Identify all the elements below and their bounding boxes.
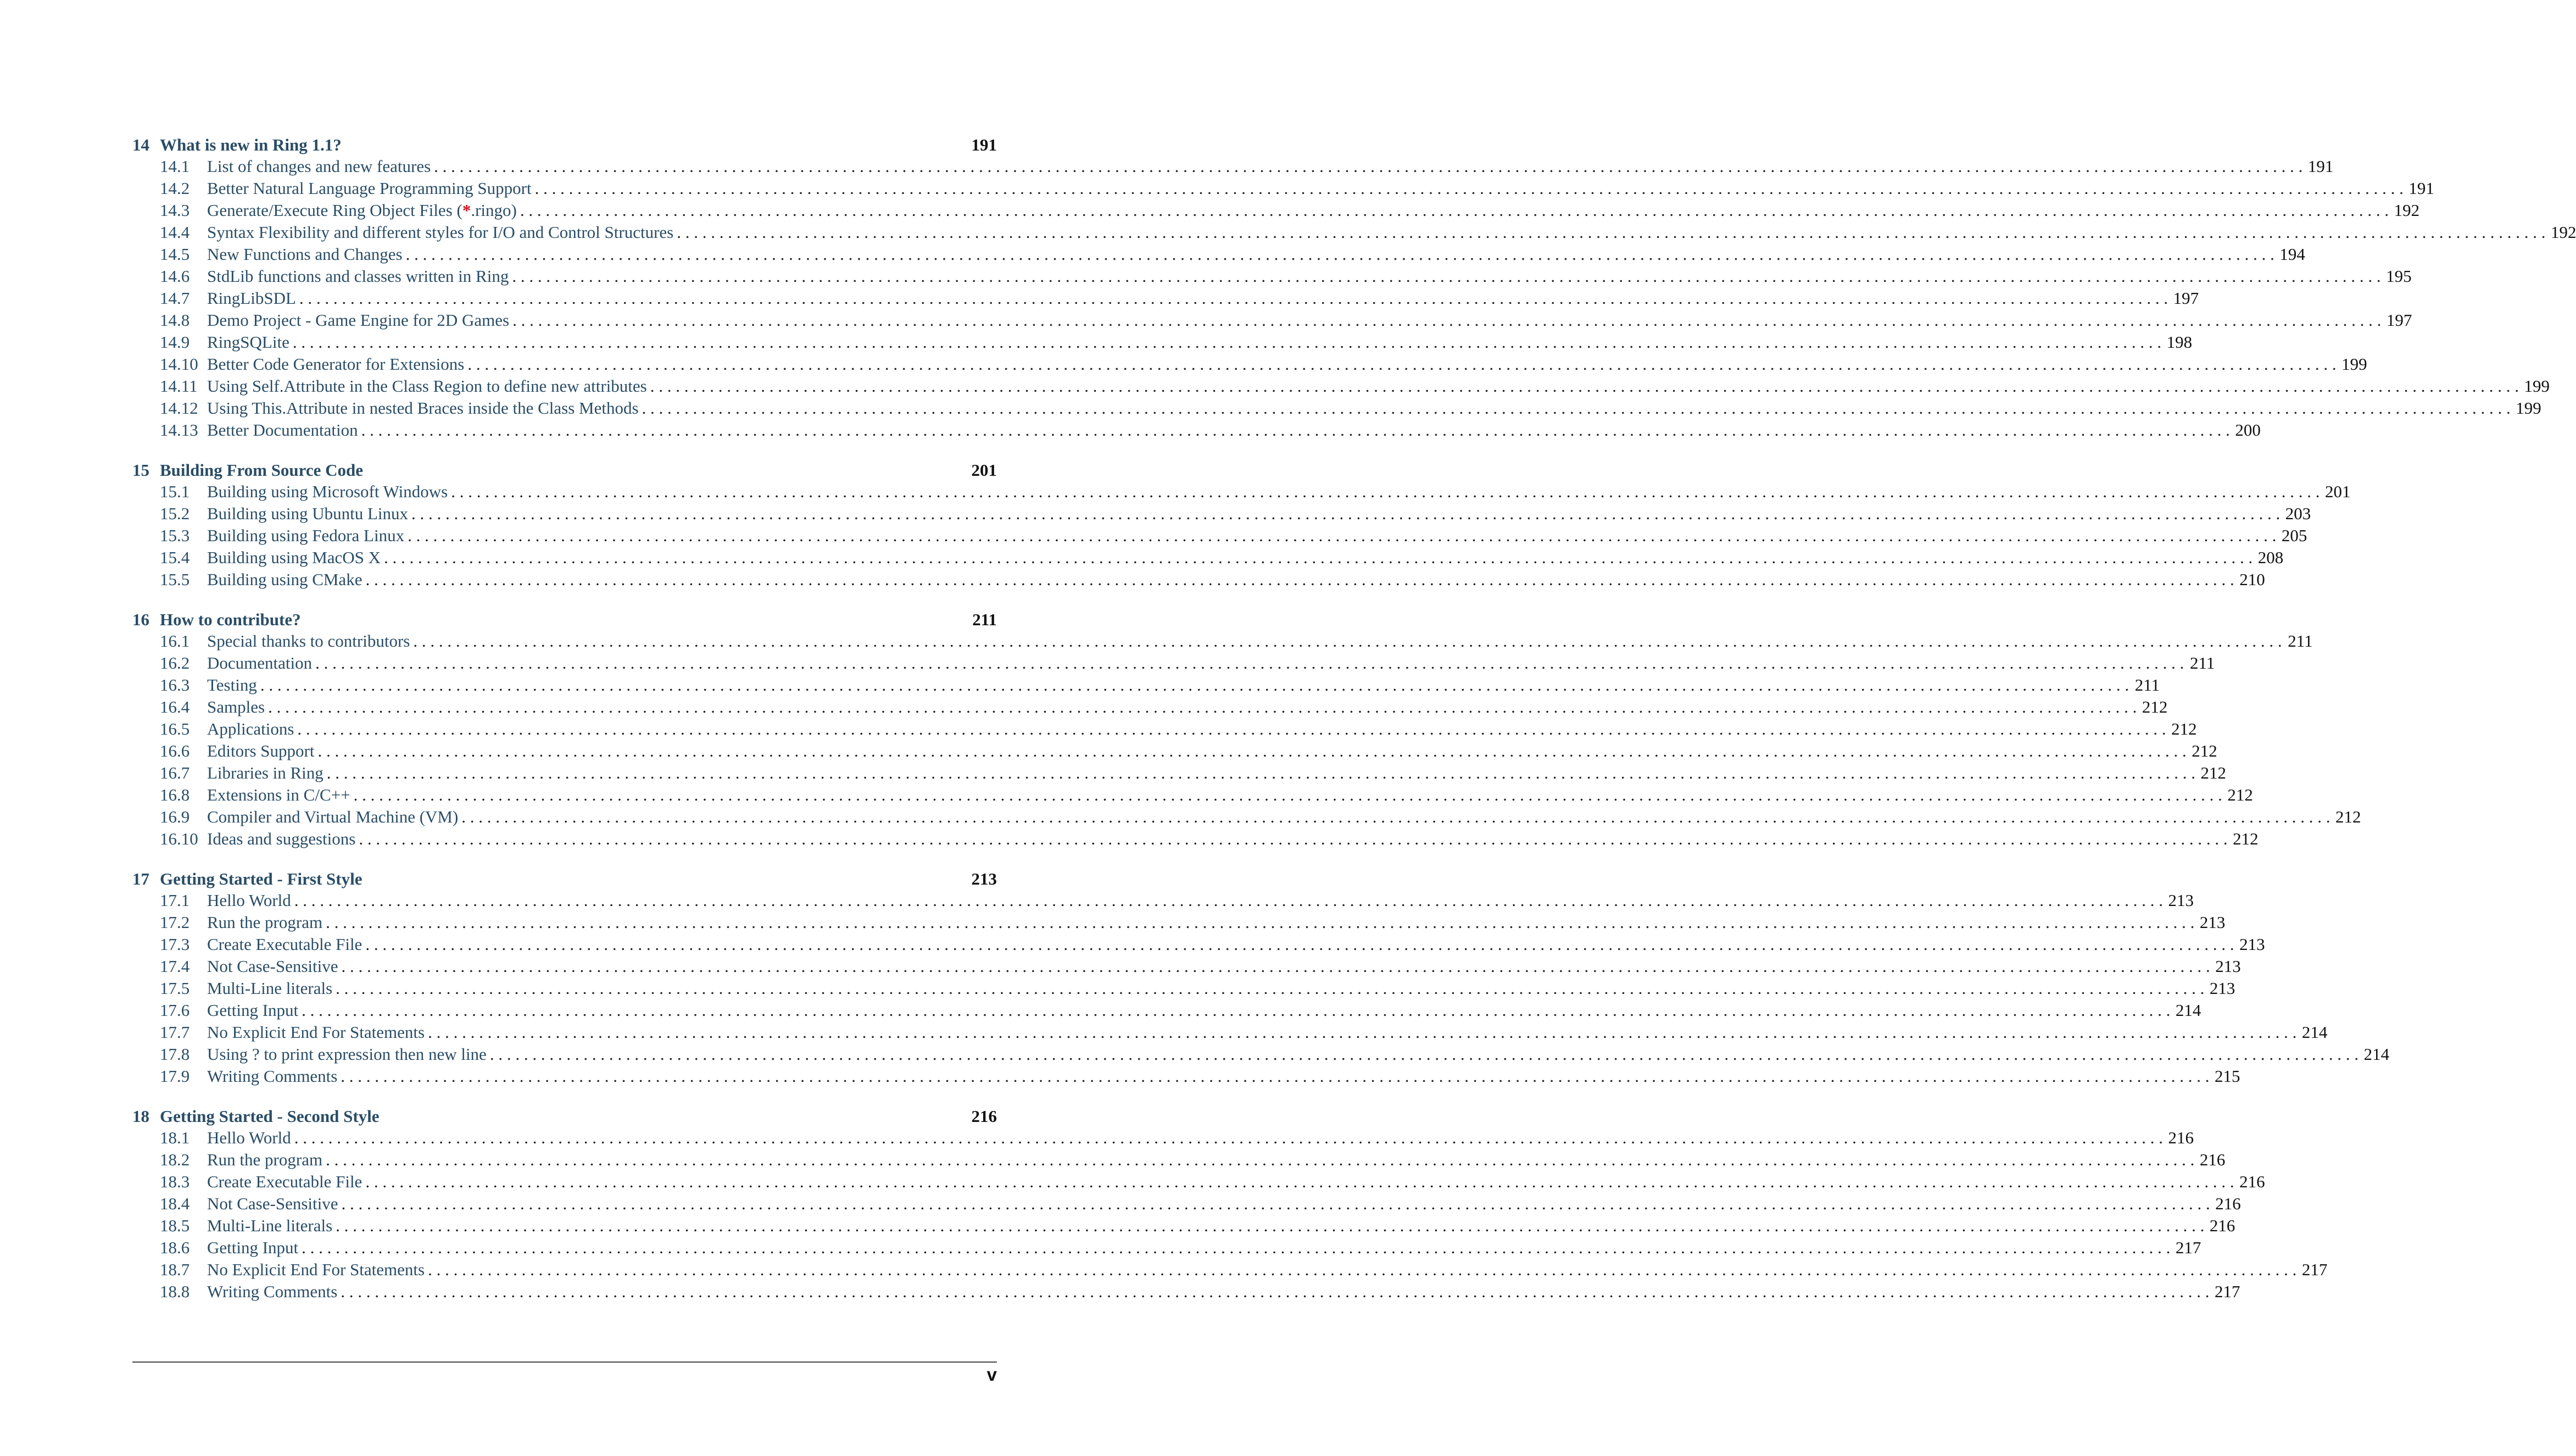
section-entry-link[interactable] bbox=[132, 1215, 2235, 1237]
section-number: 17.8 bbox=[160, 1044, 190, 1064]
section-entry-link[interactable] bbox=[132, 933, 2265, 955]
dot-leader: . . . . . . . . . . . . . . . . . . . . . . . . . . . . . . . . . . . . . . . . . . . . . . . . . . . . . . . . . . . . . . . . . . . . . . . . . . . . . . . . . . . . . . . . . . . . . . . . . . . . . . . . . . . . . . . . . . . . . . . . . . . . . . . . . . . . . . . . . . . . . . . . . . . . . . . . . . . . . . . . . . . . . . . . . . . . . . . . . . . . . . . . . . . . . . . . . . . . . . . . . . . . . . . . . . . . . . . . . . . . bbox=[512, 310, 2382, 330]
dot-leader: . . . . . . . . . . . . . . . . . . . . . . . . . . . . . . . . . . . . . . . . . . . . . . . . . . . . . . . . . . . . . . . . . . . . . . . . . . . . . . . . . . . . . . . . . . . . . . . . . . . . . . . . . . . . . . . . . . . . . . . . . . . . . . . . . . . . . . . . . . . . . . . . . . . . . . . . . . . . . . . . . . . . . . . . . . . . . . . . . . . . . . . . . . . . . . . . . . . . . . . . . . . . . . . . . . . . . . . . . . . . bbox=[315, 653, 2184, 673]
section-page-number: 216 bbox=[2215, 1194, 2241, 1213]
section-title bbox=[207, 199, 517, 221]
section-entry-link[interactable] bbox=[132, 265, 2412, 287]
section-page-number: 214 bbox=[2175, 1001, 2201, 1020]
dot-leader: . . . . . . . . . . . . . . . . . . . . . . . . . . . . . . . . . . . . . . . . . . . . . . . . . . . . . . . . . . . . . . . . . . . . . . . . . . . . . . . . . . . . . . . . . . . . . . . . . . . . . . . . . . . . . . . . . . . . . . . . . . . . . . . . . . . . . . . . . . . . . . . . . . . . . . . . . . . . . . . . . . . . . . . . . . . . . . . . . . . . . . . . . . . . . . . . . . . . . . . . . . . . . . . . . . . . . . . . . . . . bbox=[467, 354, 2337, 374]
section-entry-link[interactable] bbox=[132, 1149, 2226, 1171]
section-number: 17.9 bbox=[160, 1066, 190, 1086]
section-number: 14.1 bbox=[160, 157, 190, 176]
dot-leader: . . . . . . . . . . . . . . . . . . . . . . . . . . . . . . . . . . . . . . . . . . . . . . . . . . . . . . . . . . . . . . . . . . . . . . . . . . . . . . . . . . . . . . . . . . . . . . . . . . . . . . . . . . . . . . . . . . . . . . . . . . . . . . . . . . . . . . . . . . . . . . . . . . . . . . . . . . . . . . . . . . . . . . . . . . . . . . . . . . . . . . . . . . . . . . . . . . . . . . . . . . . . . . . . . . . . . . . . . . . . bbox=[461, 807, 2330, 826]
chapter-page-number: 213 bbox=[971, 869, 997, 888]
page-number: v bbox=[986, 1364, 997, 1385]
chapter-number: 18 bbox=[132, 1107, 149, 1126]
section-page-number: 216 bbox=[2239, 1172, 2265, 1191]
section-title: Not Case-Sensitive bbox=[207, 957, 338, 976]
chapter-number: 17 bbox=[132, 869, 149, 888]
chapter-number: 15 bbox=[132, 460, 149, 480]
section-page-number: 213 bbox=[2209, 979, 2235, 998]
section-title: Create Executable File bbox=[207, 1172, 363, 1191]
section-entry-link[interactable] bbox=[132, 630, 2313, 652]
section-page-number: 211 bbox=[2190, 653, 2215, 673]
dot-leader: . . . . . . . . . . . . . . . . . . . . . . . . . . . . . . . . . . . . . . . . . . . . . . . . . . . . . . . . . . . . . . . . . . . . . . . . . . . . . . . . . . . . . . . . . . . . . . . . . . . . . . . . . . . . . . . . . . . . . . . . . . . . . . . . . . . . . . . . . . . . . . . . . . . . . . . . . . . . . . . . . . . . . . . . . . . . . . . . . . . . . . . . . . . . . . . . . . . . . . . . . . . . . . . . . . . . . . . . . . . . bbox=[326, 1150, 2195, 1169]
section-entry-link[interactable] bbox=[132, 525, 2307, 547]
section-number: 15.2 bbox=[160, 504, 190, 523]
toc-chapter bbox=[132, 1105, 2328, 1303]
section-title: StdLib functions and classes written in Ring bbox=[207, 266, 509, 286]
section-page-number: 199 bbox=[2516, 398, 2541, 418]
section-title: Building using Fedora Linux bbox=[207, 526, 405, 545]
section-title: Using Self.Attribute in the Class Region to define new attributes bbox=[207, 376, 647, 396]
section-title: Ideas and suggestions bbox=[207, 829, 356, 848]
dot-leader: . . . . . . . . . . . . . . . . . . . . . . . . . . . . . . . . . . . . . . . . . . . . . . . . . . . . . . . . . . . . . . . . . . . . . . . . . . . . . . . . . . . . . . . . . . . . . . . . . . . . . . . . . . . . . . . . . . . . . . . . . . . . . . . . . . . . . . . . . . . . . . . . . . . . . . . . . . . . . . . . . . . . . . . . . . . . . . . . . . . . . . . . . . . . . . . . . . . . . . . . . . . . . . . . . . . . . . . . . . . . bbox=[359, 829, 2228, 848]
section-number: 14.3 bbox=[160, 201, 190, 220]
chapter-page-number: 191 bbox=[971, 135, 997, 154]
section-title: Testing bbox=[207, 675, 257, 694]
section-entry-link[interactable] bbox=[132, 674, 2160, 696]
dot-leader: . . . . . . . . . . . . . . . . . . . . . . . . . . . . . . . . . . . . . . . . . . . . . . . . . . . . . . . . . . . . . . . . . . . . . . . . . . . . . . . . . . . . . . . . . . . . . . . . . . . . . . . . . . . . . . . . . . . . . . . . . . . . . . . . . . . . . . . . . . . . . . . . . . . . . . . . . . . . . . . . . . . . . . . . . . . . . . . . . . . . . . . . . . . . . . . . . . . . . . . . . . . . . . . . . . . . . . . . . . . . bbox=[294, 891, 2164, 910]
section-title: Building using MacOS X bbox=[207, 548, 381, 567]
section-title: No Explicit End For Statements bbox=[207, 1260, 425, 1279]
section-page-number: 212 bbox=[2192, 741, 2217, 760]
section-number: 18.5 bbox=[160, 1216, 190, 1235]
section-page-number: 197 bbox=[2173, 288, 2199, 308]
section-page-number: 198 bbox=[2166, 332, 2193, 352]
section-title: Building using CMake bbox=[207, 570, 363, 589]
section-number: 16.10 bbox=[160, 829, 198, 848]
section-entry-link[interactable] bbox=[132, 1193, 2241, 1215]
section-number: 17.5 bbox=[160, 979, 190, 998]
section-number: 16.5 bbox=[160, 719, 190, 738]
chapter-title: How to contribute? bbox=[160, 610, 301, 629]
dot-leader: . . . . . . . . . . . . . . . . . . . . . . . . . . . . . . . . . . . . . . . . . . . . . . . . . . . . . . . . . . . . . . . . . . . . . . . . . . . . . . . . . . . . . . . . . . . . . . . . . . . . . . . . . . . . . . . . . . . . . . . . . . . . . . . . . . . . . . . . . . . . . . . . . . . . . . . . . . . . . . . . . . . . . . . . . . . . . . . . . . . . . . . . . . . . . . . . . . . . . . . . . . . . . . . . . . . . . . . . . . . . bbox=[341, 1282, 2210, 1301]
section-entry-link[interactable] bbox=[132, 806, 2361, 828]
dot-leader: . . . . . . . . . . . . . . . . . . . . . . . . . . . . . . . . . . . . . . . . . . . . . . . . . . . . . . . . . . . . . . . . . . . . . . . . . . . . . . . . . . . . . . . . . . . . . . . . . . . . . . . . . . . . . . . . . . . . . . . . . . . . . . . . . . . . . . . . . . . . . . . . . . . . . . . . . . . . . . . . . . . . . . . . . . . . . . . . . . . . . . . . . . . . . . . . . . . . . . . . . . . . . . . . . . . . . . . . . . . . bbox=[405, 244, 2274, 264]
section-title: Applications bbox=[207, 719, 294, 738]
section-title: Editors Support bbox=[207, 741, 315, 760]
section-entry-link[interactable] bbox=[132, 955, 2241, 977]
asterisk-glyph: * bbox=[462, 201, 471, 220]
section-entry-link[interactable] bbox=[132, 718, 2197, 740]
dot-leader: . . . . . . . . . . . . . . . . . . . . . . . . . . . . . . . . . . . . . . . . . . . . . . . . . . . . . . . . . . . . . . . . . . . . . . . . . . . . . . . . . . . . . . . . . . . . . . . . . . . . . . . . . . . . . . . . . . . . . . . . . . . . . . . . . . . . . . . . . . . . . . . . . . . . . . . . . . . . . . . . . . . . . . . . . . . . . . . . . . . . . . . . . . . . . . . . . . . . . . . . . . . . . . . . . . . . . . . . . . . . bbox=[434, 157, 2303, 176]
section-page-number: 210 bbox=[2239, 570, 2265, 589]
section-title: Better Code Generator for Extensions bbox=[207, 354, 465, 374]
chapter-number: 14 bbox=[132, 135, 149, 154]
section-title: RingLibSDL bbox=[207, 288, 296, 308]
section-page-number: 217 bbox=[2175, 1238, 2201, 1257]
section-page-number: 197 bbox=[2386, 310, 2412, 330]
dot-leader: . . . . . . . . . . . . . . . . . . . . . . . . . . . . . . . . . . . . . . . . . . . . . . . . . . . . . . . . . . . . . . . . . . . . . . . . . . . . . . . . . . . . . . . . . . . . . . . . . . . . . . . . . . . . . . . . . . . . . . . . . . . . . . . . . . . . . . . . . . . . . . . . . . . . . . . . . . . . . . . . . . . . . . . . . . . . . . . . . . . . . . . . . . . . . . . . . . . . . . . . . . . . . . . . . . . . . . . . . . . . bbox=[336, 1216, 2205, 1235]
dot-leader: . . . . . . . . . . . . . . . . . . . . . . . . . . . . . . . . . . . . . . . . . . . . . . . . . . . . . . . . . . . . . . . . . . . . . . . . . . . . . . . . . . . . . . . . . . . . . . . . . . . . . . . . . . . . . . . . . . . . . . . . . . . . . . . . . . . . . . . . . . . . . . . . . . . . . . . . . . . . . . . . . . . . . . . . . . . . . . . . . . . . . . . . . . . . . . . . . . . . . . . . . . . . . . . . . . . . . . . . . . . . bbox=[299, 288, 2168, 308]
section-entry-link[interactable] bbox=[132, 762, 2227, 784]
section-entry-link[interactable] bbox=[132, 740, 2217, 762]
section-title: RingSQLite bbox=[207, 332, 289, 352]
section-title: Writing Comments bbox=[207, 1066, 338, 1086]
section-page-number: 191 bbox=[2408, 179, 2434, 198]
section-title: Compiler and Virtual Machine (VM) bbox=[207, 807, 459, 826]
section-page-number: 213 bbox=[2199, 913, 2226, 932]
chapter-entry-link[interactable] bbox=[132, 868, 997, 890]
section-page-number: 215 bbox=[2215, 1066, 2240, 1086]
section-title: Using ? to print expression then new line bbox=[207, 1044, 487, 1064]
dot-leader: . . . . . . . . . . . . . . . . . . . . . . . . . . . . . . . . . . . . . . . . . . . . . . . . . . . . . . . . . . . . . . . . . . . . . . . . . . . . . . . . . . . . . . . . . . . . . . . . . . . . . . . . . . . . . . . . . . . . . . . . . . . . . . . . . . . . . . . . . . . . . . . . . . . . . . . . . . . . . . . . . . . . . . . . . . . . . . . . . . . . . . . . . . . . . . . . . . . . . . . . . . . . . . . . . . . . . . . . . . . . bbox=[512, 266, 2381, 286]
dot-leader: . . . . . . . . . . . . . . . . . . . . . . . . . . . . . . . . . . . . . . . . . . . . . . . . . . . . . . . . . . . . . . . . . . . . . . . . . . . . . . . . . . . . . . . . . . . . . . . . . . . . . . . . . . . . . . . . . . . . . . . . . . . . . . . . . . . . . . . . . . . . . . . . . . . . . . . . . . . . . . . . . . . . . . . . . . . . . . . . . . . . . . . . . . . . . . . . . . . . . . . . . . . . . . . . . . . . . . . . . . . . bbox=[294, 1128, 2164, 1147]
dot-leader: . . . . . . . . . . . . . . . . . . . . . . . . . . . . . . . . . . . . . . . . . . . . . . . . . . . . . . . . . . . . . . . . . . . . . . . . . . . . . . . . . . . . . . . . . . . . . . . . . . . . . . . . . . . . . . . . . . . . . . . . . . . . . . . . . . . . . . . . . . . . . . . . . . . . . . . . . . . . . . . . . . . . . . . . . . . . . . . . . . . . . . . . . . . . . . . . . . . . . . . . . . . . . . . . . . . . . . . . . . . . bbox=[413, 631, 2282, 651]
section-number: 14.5 bbox=[160, 244, 190, 264]
section-page-number: 200 bbox=[2235, 420, 2261, 440]
dot-leader: . . . . . . . . . . . . . . . . . . . . . . . . . . . . . . . . . . . . . . . . . . . . . . . . . . . . . . . . . . . . . . . . . . . . . . . . . . . . . . . . . . . . . . . . . . . . . . . . . . . . . . . . . . . . . . . . . . . . . . . . . . . . . . . . . . . . . . . . . . . . . . . . . . . . . . . . . . . . . . . . . . . . . . . . . . . . . . . . . . . . . . . . . . . . . . . . . . . . . . . . . . . . . . . . . . . . . . . . . . . . bbox=[520, 201, 2389, 220]
dot-leader: . . . . . . . . . . . . . . . . . . . . . . . . . . . . . . . . . . . . . . . . . . . . . . . . . . . . . . . . . . . . . . . . . . . . . . . . . . . . . . . . . . . . . . . . . . . . . . . . . . . . . . . . . . . . . . . . . . . . . . . . . . . . . . . . . . . . . . . . . . . . . . . . . . . . . . . . . . . . . . . . . . . . . . . . . . . . . . . . . . . . . . . . . . . . . . . . . . . . . . . . . . . . . . . . . . . . . . . . . . . . bbox=[384, 548, 2253, 567]
section-title: Building using Ubuntu Linux bbox=[207, 504, 408, 523]
section-page-number: 216 bbox=[2209, 1216, 2235, 1235]
chapter-page-number: 216 bbox=[971, 1107, 997, 1126]
section-number: 18.3 bbox=[160, 1172, 190, 1191]
section-title: Multi-Line literals bbox=[207, 1216, 333, 1235]
section-number: 18.4 bbox=[160, 1194, 190, 1213]
section-number: 14.2 bbox=[160, 179, 190, 198]
section-entry-link[interactable] bbox=[132, 696, 2168, 718]
dot-leader: . . . . . . . . . . . . . . . . . . . . . . . . . . . . . . . . . . . . . . . . . . . . . . . . . . . . . . . . . . . . . . . . . . . . . . . . . . . . . . . . . . . . . . . . . . . . . . . . . . . . . . . . . . . . . . . . . . . . . . . . . . . . . . . . . . . . . . . . . . . . . . . . . . . . . . . . . . . . . . . . . . . . . . . . . . . . . . . . . . . . . . . . . . . . . . . . . . . . . . . . . . . . . . . . . . . . . . . . . . . . bbox=[428, 1260, 2297, 1279]
section-entry-link[interactable] bbox=[132, 353, 2367, 375]
section-page-number: 203 bbox=[2285, 504, 2311, 523]
dot-leader: . . . . . . . . . . . . . . . . . . . . . . . . . . . . . . . . . . . . . . . . . . . . . . . . . . . . . . . . . . . . . . . . . . . . . . . . . . . . . . . . . . . . . . . . . . . . . . . . . . . . . . . . . . . . . . . . . . . . . . . . . . . . . . . . . . . . . . . . . . . . . . . . . . . . . . . . . . . . . . . . . . . . . . . . . . . . . . . . . . . . . . . . . . . . . . . . . . . . . . . . . . . . . . . . . . . . . . . . . . . . bbox=[341, 1194, 2210, 1213]
section-title: No Explicit End For Statements bbox=[207, 1022, 425, 1042]
section-entry-link[interactable] bbox=[132, 999, 2201, 1021]
section-entry-link[interactable] bbox=[132, 331, 2193, 353]
section-entry-link[interactable] bbox=[132, 177, 2434, 199]
section-number: 15.1 bbox=[160, 482, 190, 501]
chapter-title: Building From Source Code bbox=[160, 460, 364, 480]
section-entry-link[interactable] bbox=[132, 375, 2550, 397]
dot-leader: . . . . . . . . . . . . . . . . . . . . . . . . . . . . . . . . . . . . . . . . . . . . . . . . . . . . . . . . . . . . . . . . . . . . . . . . . . . . . . . . . . . . . . . . . . . . . . . . . . . . . . . . . . . . . . . . . . . . . . . . . . . . . . . . . . . . . . . . . . . . . . . . . . . . . . . . . . . . . . . . . . . . . . . . . . . . . . . . . . . . . . . . . . . . . . . . . . . . . . . . . . . . . . . . . . . . . . . . . . . . bbox=[677, 223, 2546, 242]
section-number: 18.7 bbox=[160, 1260, 190, 1279]
toc-chapter bbox=[132, 134, 2576, 441]
dot-leader: . . . . . . . . . . . . . . . . . . . . . . . . . . . . . . . . . . . . . . . . . . . . . . . . . . . . . . . . . . . . . . . . . . . . . . . . . . . . . . . . . . . . . . . . . . . . . . . . . . . . . . . . . . . . . . . . . . . . . . . . . . . . . . . . . . . . . . . . . . . . . . . . . . . . . . . . . . . . . . . . . . . . . . . . . . . . . . . . . . . . . . . . . . . . . . . . . . . . . . . . . . . . . . . . . . . . . . . . . . . . bbox=[428, 1022, 2297, 1042]
section-number: 17.2 bbox=[160, 913, 190, 932]
section-page-number: 212 bbox=[2200, 763, 2227, 782]
dot-leader: . . . . . . . . . . . . . . . . . . . . . . . . . . . . . . . . . . . . . . . . . . . . . . . . . . . . . . . . . . . . . . . . . . . . . . . . . . . . . . . . . . . . . . . . . . . . . . . . . . . . . . . . . . . . . . . . . . . . . . . . . . . . . . . . . . . . . . . . . . . . . . . . . . . . . . . . . . . . . . . . . . . . . . . . . . . . . . . . . . . . . . . . . . . . . . . . . . . . . . . . . . . . . . . . . . . . . . . . . . . . bbox=[489, 1044, 2359, 1064]
section-number: 14.12 bbox=[160, 398, 198, 418]
section-title-part: .ringo) bbox=[471, 201, 517, 220]
section-page-number: 211 bbox=[2288, 631, 2313, 651]
dot-leader: . . . . . . . . . . . . . . . . . . . . . . . . . . . . . . . . . . . . . . . . . . . . . . . . . . . . . . . . . . . . . . . . . . . . . . . . . . . . . . . . . . . . . . . . . . . . . . . . . . . . . . . . . . . . . . . . . . . . . . . . . . . . . . . . . . . . . . . . . . . . . . . . . . . . . . . . . . . . . . . . . . . . . . . . . . . . . . . . . . . . . . . . . . . . . . . . . . . . . . . . . . . . . . . . . . . . . . . . . . . . bbox=[341, 1066, 2210, 1086]
section-number: 14.4 bbox=[160, 223, 190, 242]
section-entry-link[interactable] bbox=[132, 243, 2305, 265]
section-page-number: 199 bbox=[2524, 376, 2550, 396]
section-title: Writing Comments bbox=[207, 1282, 338, 1301]
dot-leader: . . . . . . . . . . . . . . . . . . . . . . . . . . . . . . . . . . . . . . . . . . . . . . . . . . . . . . . . . . . . . . . . . . . . . . . . . . . . . . . . . . . . . . . . . . . . . . . . . . . . . . . . . . . . . . . . . . . . . . . . . . . . . . . . . . . . . . . . . . . . . . . . . . . . . . . . . . . . . . . . . . . . . . . . . . . . . . . . . . . . . . . . . . . . . . . . . . . . . . . . . . . . . . . . . . . . . . . . . . . . bbox=[411, 504, 2281, 523]
section-entry-link[interactable] bbox=[132, 481, 2351, 503]
dot-leader: . . . . . . . . . . . . . . . . . . . . . . . . . . . . . . . . . . . . . . . . . . . . . . . . . . . . . . . . . . . . . . . . . . . . . . . . . . . . . . . . . . . . . . . . . . . . . . . . . . . . . . . . . . . . . . . . . . . . . . . . . . . . . . . . . . . . . . . . . . . . . . . . . . . . . . . . . . . . . . . . . . . . . . . . . . . . . . . . . . . . . . . . . . . . . . . . . . . . . . . . . . . . . . . . . . . . . . . . . . . . bbox=[326, 763, 2196, 782]
section-entry-link[interactable] bbox=[132, 1043, 2390, 1065]
chapter-title: Getting Started - First Style bbox=[160, 869, 363, 888]
section-number: 16.8 bbox=[160, 785, 190, 804]
section-number: 14.9 bbox=[160, 332, 190, 352]
section-number: 14.13 bbox=[160, 420, 198, 440]
section-number: 17.1 bbox=[160, 891, 190, 910]
section-number: 17.7 bbox=[160, 1022, 190, 1042]
section-entry-link[interactable] bbox=[132, 547, 2284, 569]
section-page-number: 201 bbox=[2324, 482, 2351, 501]
section-number: 14.7 bbox=[160, 288, 190, 308]
chapter-page-number: 211 bbox=[972, 610, 997, 629]
section-page-number: 194 bbox=[2279, 244, 2305, 264]
section-entry-link[interactable] bbox=[132, 1259, 2328, 1281]
section-number: 16.2 bbox=[160, 653, 190, 673]
dot-leader: . . . . . . . . . . . . . . . . . . . . . . . . . . . . . . . . . . . . . . . . . . . . . . . . . . . . . . . . . . . . . . . . . . . . . . . . . . . . . . . . . . . . . . . . . . . . . . . . . . . . . . . . . . . . . . . . . . . . . . . . . . . . . . . . . . . . . . . . . . . . . . . . . . . . . . . . . . . . . . . . . . . . . . . . . . . . . . . . . . . . . . . . . . . . . . . . . . . . . . . . . . . . . . . . . . . . . . . . . . . . bbox=[650, 376, 2519, 396]
chapter-entry-link[interactable] bbox=[132, 609, 997, 630]
section-number: 18.1 bbox=[160, 1128, 190, 1147]
section-entry-link[interactable] bbox=[132, 912, 2226, 933]
section-page-number: 214 bbox=[2301, 1022, 2328, 1042]
section-page-number: 214 bbox=[2363, 1044, 2390, 1064]
chapter-title: What is new in Ring 1.1? bbox=[160, 135, 342, 154]
dot-leader: . . . . . . . . . . . . . . . . . . . . . . . . . . . . . . . . . . . . . . . . . . . . . . . . . . . . . . . . . . . . . . . . . . . . . . . . . . . . . . . . . . . . . . . . . . . . . . . . . . . . . . . . . . . . . . . . . . . . . . . . . . . . . . . . . . . . . . . . . . . . . . . . . . . . . . . . . . . . . . . . . . . . . . . . . . . . . . . . . . . . . . . . . . . . . . . . . . . . . . . . . . . . . . . . . . . . . . . . . . . . bbox=[317, 741, 2187, 760]
dot-leader: . . . . . . . . . . . . . . . . . . . . . . . . . . . . . . . . . . . . . . . . . . . . . . . . . . . . . . . . . . . . . . . . . . . . . . . . . . . . . . . . . . . . . . . . . . . . . . . . . . . . . . . . . . . . . . . . . . . . . . . . . . . . . . . . . . . . . . . . . . . . . . . . . . . . . . . . . . . . . . . . . . . . . . . . . . . . . . . . . . . . . . . . . . . . . . . . . . . . . . . . . . . . . . . . . . . . . . . . . . . . bbox=[268, 697, 2137, 716]
section-entry-link[interactable] bbox=[132, 221, 2576, 243]
section-entry-link[interactable] bbox=[132, 784, 2253, 806]
section-entry-link[interactable] bbox=[132, 890, 2194, 912]
section-entry-link[interactable] bbox=[132, 1065, 2240, 1087]
section-entry-link[interactable] bbox=[132, 977, 2235, 999]
section-entry-link[interactable] bbox=[132, 1237, 2201, 1259]
section-number: 16.3 bbox=[160, 675, 190, 694]
section-page-number: 212 bbox=[2142, 697, 2168, 716]
section-number: 15.5 bbox=[160, 570, 190, 589]
section-page-number: 192 bbox=[2550, 223, 2576, 242]
section-title: Libraries in Ring bbox=[207, 763, 324, 782]
section-title: Not Case-Sensitive bbox=[207, 1194, 338, 1213]
section-title: Hello World bbox=[207, 891, 291, 910]
section-page-number: 192 bbox=[2394, 201, 2420, 220]
section-page-number: 212 bbox=[2335, 807, 2361, 826]
section-title: New Functions and Changes bbox=[207, 244, 403, 264]
section-title: Better Documentation bbox=[207, 420, 358, 440]
section-title: Using This.Attribute in nested Braces inside the Class Methods bbox=[207, 398, 639, 418]
section-title: Syntax Flexibility and different styles for I/O and Control Structures bbox=[207, 223, 674, 242]
section-entry-link[interactable] bbox=[132, 569, 2265, 591]
section-entry-link[interactable] bbox=[132, 1127, 2194, 1149]
section-title: List of changes and new features bbox=[207, 157, 431, 176]
dot-leader: . . . . . . . . . . . . . . . . . . . . . . . . . . . . . . . . . . . . . . . . . . . . . . . . . . . . . . . . . . . . . . . . . . . . . . . . . . . . . . . . . . . . . . . . . . . . . . . . . . . . . . . . . . . . . . . . . . . . . . . . . . . . . . . . . . . . . . . . . . . . . . . . . . . . . . . . . . . . . . . . . . . . . . . . . . . . . . . . . . . . . . . . . . . . . . . . . . . . . . . . . . . . . . . . . . . . . . . . . . . . bbox=[534, 179, 2404, 198]
chapter-number: 16 bbox=[132, 610, 149, 629]
section-page-number: 216 bbox=[2199, 1150, 2226, 1169]
section-number: 17.3 bbox=[160, 935, 190, 954]
footer-divider bbox=[132, 1361, 997, 1363]
section-number: 14.6 bbox=[160, 266, 190, 286]
section-entry-link[interactable] bbox=[132, 419, 2261, 441]
section-entry-link[interactable] bbox=[132, 1021, 2328, 1043]
dot-leader: . . . . . . . . . . . . . . . . . . . . . . . . . . . . . . . . . . . . . . . . . . . . . . . . . . . . . . . . . . . . . . . . . . . . . . . . . . . . . . . . . . . . . . . . . . . . . . . . . . . . . . . . . . . . . . . . . . . . . . . . . . . . . . . . . . . . . . . . . . . . . . . . . . . . . . . . . . . . . . . . . . . . . . . . . . . . . . . . . . . . . . . . . . . . . . . . . . . . . . . . . . . . . . . . . . . . . . . . . . . . bbox=[365, 570, 2234, 589]
toc-chapter bbox=[132, 868, 2390, 1087]
section-page-number: 205 bbox=[2281, 526, 2307, 545]
section-number: 14.8 bbox=[160, 310, 190, 330]
section-title: Samples bbox=[207, 697, 265, 716]
section-title: Documentation bbox=[207, 653, 313, 673]
section-title-part: Generate/Execute Ring Object Files ( bbox=[207, 201, 462, 220]
dot-leader: . . . . . . . . . . . . . . . . . . . . . . . . . . . . . . . . . . . . . . . . . . . . . . . . . . . . . . . . . . . . . . . . . . . . . . . . . . . . . . . . . . . . . . . . . . . . . . . . . . . . . . . . . . . . . . . . . . . . . . . . . . . . . . . . . . . . . . . . . . . . . . . . . . . . . . . . . . . . . . . . . . . . . . . . . . . . . . . . . . . . . . . . . . . . . . . . . . . . . . . . . . . . . . . . . . . . . . . . . . . . bbox=[642, 398, 2511, 418]
section-page-number: 195 bbox=[2386, 266, 2412, 286]
section-page-number: 211 bbox=[2134, 675, 2160, 694]
chapter-page-number: 201 bbox=[971, 460, 997, 480]
section-title: Hello World bbox=[207, 1128, 291, 1147]
section-number: 14.11 bbox=[160, 376, 198, 396]
section-title: Special thanks to contributors bbox=[207, 631, 410, 651]
section-number: 16.6 bbox=[160, 741, 190, 760]
table-of-contents bbox=[132, 134, 2576, 1303]
chapter-entry-link[interactable] bbox=[132, 459, 997, 481]
section-page-number: 216 bbox=[2168, 1128, 2194, 1147]
chapter-entry-link[interactable] bbox=[132, 134, 997, 155]
section-title: Getting Input bbox=[207, 1238, 299, 1257]
section-title: Create Executable File bbox=[207, 935, 363, 954]
chapter-title: Getting Started - Second Style bbox=[160, 1107, 380, 1126]
section-entry-link[interactable] bbox=[132, 828, 2259, 850]
section-page-number: 208 bbox=[2257, 548, 2284, 567]
dot-leader: . . . . . . . . . . . . . . . . . . . . . . . . . . . . . . . . . . . . . . . . . . . . . . . . . . . . . . . . . . . . . . . . . . . . . . . . . . . . . . . . . . . . . . . . . . . . . . . . . . . . . . . . . . . . . . . . . . . . . . . . . . . . . . . . . . . . . . . . . . . . . . . . . . . . . . . . . . . . . . . . . . . . . . . . . . . . . . . . . . . . . . . . . . . . . . . . . . . . . . . . . . . . . . . . . . . . . . . . . . . . bbox=[408, 526, 2277, 545]
dot-leader: . . . . . . . . . . . . . . . . . . . . . . . . . . . . . . . . . . . . . . . . . . . . . . . . . . . . . . . . . . . . . . . . . . . . . . . . . . . . . . . . . . . . . . . . . . . . . . . . . . . . . . . . . . . . . . . . . . . . . . . . . . . . . . . . . . . . . . . . . . . . . . . . . . . . . . . . . . . . . . . . . . . . . . . . . . . . . . . . . . . . . . . . . . . . . . . . . . . . . . . . . . . . . . . . . . . . . . . . . . . . bbox=[302, 1001, 2171, 1020]
section-title: Run the program bbox=[207, 1150, 323, 1169]
section-title: Building using Microsoft Windows bbox=[207, 482, 448, 501]
dot-leader: . . . . . . . . . . . . . . . . . . . . . . . . . . . . . . . . . . . . . . . . . . . . . . . . . . . . . . . . . . . . . . . . . . . . . . . . . . . . . . . . . . . . . . . . . . . . . . . . . . . . . . . . . . . . . . . . . . . . . . . . . . . . . . . . . . . . . . . . . . . . . . . . . . . . . . . . . . . . . . . . . . . . . . . . . . . . . . . . . . . . . . . . . . . . . . . . . . . . . . . . . . . . . . . . . . . . . . . . . . . . bbox=[297, 719, 2166, 738]
section-entry-link[interactable] bbox=[132, 652, 2215, 674]
dot-leader: . . . . . . . . . . . . . . . . . . . . . . . . . . . . . . . . . . . . . . . . . . . . . . . . . . . . . . . . . . . . . . . . . . . . . . . . . . . . . . . . . . . . . . . . . . . . . . . . . . . . . . . . . . . . . . . . . . . . . . . . . . . . . . . . . . . . . . . . . . . . . . . . . . . . . . . . . . . . . . . . . . . . . . . . . . . . . . . . . . . . . . . . . . . . . . . . . . . . . . . . . . . . . . . . . . . . . . . . . . . . bbox=[341, 957, 2210, 976]
toc-chapter bbox=[132, 459, 2351, 591]
section-number: 15.3 bbox=[160, 526, 190, 545]
dot-leader: . . . . . . . . . . . . . . . . . . . . . . . . . . . . . . . . . . . . . . . . . . . . . . . . . . . . . . . . . . . . . . . . . . . . . . . . . . . . . . . . . . . . . . . . . . . . . . . . . . . . . . . . . . . . . . . . . . . . . . . . . . . . . . . . . . . . . . . . . . . . . . . . . . . . . . . . . . . . . . . . . . . . . . . . . . . . . . . . . . . . . . . . . . . . . . . . . . . . . . . . . . . . . . . . . . . . . . . . . . . . bbox=[353, 785, 2222, 804]
section-number: 16.4 bbox=[160, 697, 190, 716]
toc-chapter bbox=[132, 609, 2361, 850]
section-number: 15.4 bbox=[160, 548, 190, 567]
section-entry-link[interactable] bbox=[132, 1171, 2265, 1193]
section-title: Multi-Line literals bbox=[207, 979, 333, 998]
section-entry-link[interactable] bbox=[132, 397, 2541, 419]
section-title: Demo Project - Game Engine for 2D Games bbox=[207, 310, 510, 330]
chapter-entry-link[interactable] bbox=[132, 1105, 997, 1127]
section-page-number: 213 bbox=[2239, 935, 2265, 954]
dot-leader: . . . . . . . . . . . . . . . . . . . . . . . . . . . . . . . . . . . . . . . . . . . . . . . . . . . . . . . . . . . . . . . . . . . . . . . . . . . . . . . . . . . . . . . . . . . . . . . . . . . . . . . . . . . . . . . . . . . . . . . . . . . . . . . . . . . . . . . . . . . . . . . . . . . . . . . . . . . . . . . . . . . . . . . . . . . . . . . . . . . . . . . . . . . . . . . . . . . . . . . . . . . . . . . . . . . . . . . . . . . . bbox=[365, 935, 2234, 954]
section-number: 17.6 bbox=[160, 1001, 190, 1020]
section-entry-link[interactable] bbox=[132, 309, 2412, 331]
section-title: Better Natural Language Programming Support bbox=[207, 179, 532, 198]
section-number: 16.1 bbox=[160, 631, 190, 651]
section-number: 17.4 bbox=[160, 957, 190, 976]
section-page-number: 199 bbox=[2341, 354, 2367, 374]
dot-leader: . . . . . . . . . . . . . . . . . . . . . . . . . . . . . . . . . . . . . . . . . . . . . . . . . . . . . . . . . . . . . . . . . . . . . . . . . . . . . . . . . . . . . . . . . . . . . . . . . . . . . . . . . . . . . . . . . . . . . . . . . . . . . . . . . . . . . . . . . . . . . . . . . . . . . . . . . . . . . . . . . . . . . . . . . . . . . . . . . . . . . . . . . . . . . . . . . . . . . . . . . . . . . . . . . . . . . . . . . . . . bbox=[336, 979, 2205, 998]
section-title: Extensions in C/C++ bbox=[207, 785, 350, 804]
section-page-number: 212 bbox=[2233, 829, 2259, 848]
dot-leader: . . . . . . . . . . . . . . . . . . . . . . . . . . . . . . . . . . . . . . . . . . . . . . . . . . . . . . . . . . . . . . . . . . . . . . . . . . . . . . . . . . . . . . . . . . . . . . . . . . . . . . . . . . . . . . . . . . . . . . . . . . . . . . . . . . . . . . . . . . . . . . . . . . . . . . . . . . . . . . . . . . . . . . . . . . . . . . . . . . . . . . . . . . . . . . . . . . . . . . . . . . . . . . . . . . . . . . . . . . . . bbox=[302, 1238, 2171, 1257]
dot-leader: . . . . . . . . . . . . . . . . . . . . . . . . . . . . . . . . . . . . . . . . . . . . . . . . . . . . . . . . . . . . . . . . . . . . . . . . . . . . . . . . . . . . . . . . . . . . . . . . . . . . . . . . . . . . . . . . . . . . . . . . . . . . . . . . . . . . . . . . . . . . . . . . . . . . . . . . . . . . . . . . . . . . . . . . . . . . . . . . . . . . . . . . . . . . . . . . . . . . . . . . . . . . . . . . . . . . . . . . . . . . bbox=[365, 1172, 2234, 1191]
section-page-number: 212 bbox=[2171, 719, 2197, 738]
section-entry-link[interactable] bbox=[132, 199, 2420, 221]
section-page-number: 213 bbox=[2215, 957, 2241, 976]
section-entry-link[interactable] bbox=[132, 503, 2311, 525]
dot-leader: . . . . . . . . . . . . . . . . . . . . . . . . . . . . . . . . . . . . . . . . . . . . . . . . . . . . . . . . . . . . . . . . . . . . . . . . . . . . . . . . . . . . . . . . . . . . . . . . . . . . . . . . . . . . . . . . . . . . . . . . . . . . . . . . . . . . . . . . . . . . . . . . . . . . . . . . . . . . . . . . . . . . . . . . . . . . . . . . . . . . . . . . . . . . . . . . . . . . . . . . . . . . . . . . . . . . . . . . . . . . bbox=[326, 913, 2195, 932]
section-number: 18.2 bbox=[160, 1150, 190, 1169]
section-page-number: 213 bbox=[2168, 891, 2194, 910]
section-entry-link[interactable] bbox=[132, 155, 2334, 177]
section-title: Run the program bbox=[207, 913, 323, 932]
section-number: 18.8 bbox=[160, 1282, 190, 1301]
section-page-number: 217 bbox=[2215, 1282, 2240, 1301]
section-number: 14.10 bbox=[160, 354, 198, 374]
section-entry-link[interactable] bbox=[132, 1281, 2240, 1303]
section-entry-link[interactable] bbox=[132, 287, 2199, 309]
section-title: Getting Input bbox=[207, 1001, 299, 1020]
section-page-number: 217 bbox=[2301, 1260, 2328, 1279]
dot-leader: . . . . . . . . . . . . . . . . . . . . . . . . . . . . . . . . . . . . . . . . . . . . . . . . . . . . . . . . . . . . . . . . . . . . . . . . . . . . . . . . . . . . . . . . . . . . . . . . . . . . . . . . . . . . . . . . . . . . . . . . . . . . . . . . . . . . . . . . . . . . . . . . . . . . . . . . . . . . . . . . . . . . . . . . . . . . . . . . . . . . . . . . . . . . . . . . . . . . . . . . . . . . . . . . . . . . . . . . . . . . bbox=[451, 482, 2320, 501]
dot-leader: . . . . . . . . . . . . . . . . . . . . . . . . . . . . . . . . . . . . . . . . . . . . . . . . . . . . . . . . . . . . . . . . . . . . . . . . . . . . . . . . . . . . . . . . . . . . . . . . . . . . . . . . . . . . . . . . . . . . . . . . . . . . . . . . . . . . . . . . . . . . . . . . . . . . . . . . . . . . . . . . . . . . . . . . . . . . . . . . . . . . . . . . . . . . . . . . . . . . . . . . . . . . . . . . . . . . . . . . . . . . bbox=[361, 420, 2230, 440]
section-number: 18.6 bbox=[160, 1238, 190, 1257]
section-number: 16.7 bbox=[160, 763, 190, 782]
section-number: 16.9 bbox=[160, 807, 190, 826]
section-page-number: 191 bbox=[2307, 157, 2334, 176]
dot-leader: . . . . . . . . . . . . . . . . . . . . . . . . . . . . . . . . . . . . . . . . . . . . . . . . . . . . . . . . . . . . . . . . . . . . . . . . . . . . . . . . . . . . . . . . . . . . . . . . . . . . . . . . . . . . . . . . . . . . . . . . . . . . . . . . . . . . . . . . . . . . . . . . . . . . . . . . . . . . . . . . . . . . . . . . . . . . . . . . . . . . . . . . . . . . . . . . . . . . . . . . . . . . . . . . . . . . . . . . . . . . bbox=[260, 675, 2129, 694]
section-page-number: 212 bbox=[2227, 785, 2253, 804]
dot-leader: . . . . . . . . . . . . . . . . . . . . . . . . . . . . . . . . . . . . . . . . . . . . . . . . . . . . . . . . . . . . . . . . . . . . . . . . . . . . . . . . . . . . . . . . . . . . . . . . . . . . . . . . . . . . . . . . . . . . . . . . . . . . . . . . . . . . . . . . . . . . . . . . . . . . . . . . . . . . . . . . . . . . . . . . . . . . . . . . . . . . . . . . . . . . . . . . . . . . . . . . . . . . . . . . . . . . . . . . . . . . bbox=[292, 332, 2162, 352]
